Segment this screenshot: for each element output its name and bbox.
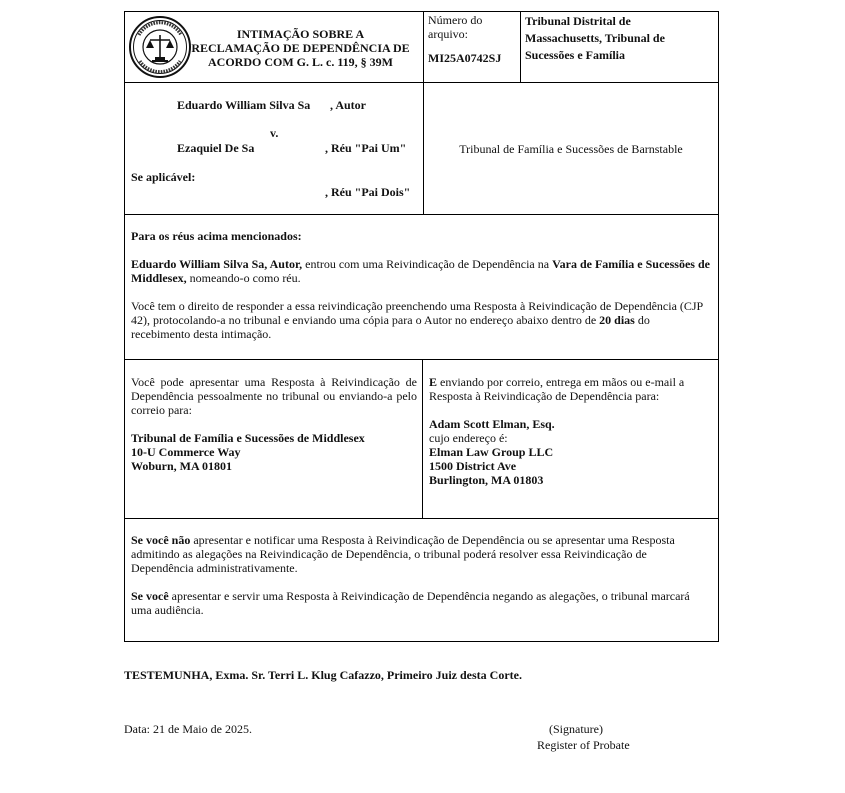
service-conjunction: E bbox=[429, 375, 438, 389]
defendant-one-role: , Réu "Pai Um" bbox=[325, 141, 407, 155]
notice-text: entrou com uma Reivindicação de Dependência na bbox=[302, 257, 553, 271]
register-title: Register of Probate bbox=[537, 738, 630, 752]
plaintiff-role: , Autor bbox=[330, 98, 366, 112]
attorney-address-line: Burlington, MA 01803 bbox=[429, 473, 544, 487]
court-name-line: Sucessões e Família bbox=[525, 48, 625, 62]
court-address-line: Woburn, MA 01801 bbox=[131, 459, 233, 473]
outcome-no-response bbox=[131, 533, 712, 575]
address-label: cujo endereço é: bbox=[429, 431, 508, 445]
outcome-text: apresentar e servir uma Resposta à Reivindicação de Dependência negando as alegações, o tribunal marcará uma audiência. bbox=[131, 589, 690, 617]
case-number-cell bbox=[424, 12, 521, 82]
case-number-label: Número do bbox=[428, 13, 483, 27]
filing-row bbox=[125, 359, 718, 518]
if-applicable-label: Se aplicável: bbox=[131, 170, 196, 184]
service-instructions bbox=[429, 375, 713, 403]
response-deadline: 20 dias bbox=[599, 313, 635, 327]
court-division: Tribunal de Família e Sucessões de Barnstable bbox=[459, 141, 683, 156]
notice-heading: Para os réus acima mencionados: bbox=[131, 229, 302, 243]
header-row bbox=[125, 12, 718, 82]
signature: (Signature) bbox=[549, 722, 603, 736]
header-title-cell bbox=[125, 12, 424, 82]
outcome-text: apresentar e notificar uma Resposta à Reivindicação de Dependência ou se apresentar uma Resposta admitindo as alegações na Reivindicação de Dependência, o tribunal poderá resolver essa Reivindicação de Dependência administrativamente. bbox=[131, 533, 675, 575]
court-division-cell bbox=[424, 83, 718, 214]
notice-row bbox=[125, 214, 718, 359]
notice-paragraph-two bbox=[131, 299, 712, 341]
notice-paragraph-one bbox=[131, 257, 712, 285]
outcomes-row bbox=[125, 518, 718, 641]
parties-cell bbox=[125, 83, 424, 214]
case-number: MI25A0742SJ bbox=[428, 51, 502, 65]
summons-document bbox=[124, 11, 719, 642]
versus-label: v. bbox=[270, 126, 279, 140]
court-name-line: Tribunal Distrital de bbox=[525, 14, 631, 28]
issue-date: Data: 21 de Maio de 2025. bbox=[124, 722, 252, 736]
outcome-with-response bbox=[131, 589, 712, 617]
parties-row bbox=[125, 82, 718, 214]
court-address-line: 10-U Commerce Way bbox=[131, 445, 241, 459]
notice-text: nomeando-o como réu. bbox=[186, 271, 301, 285]
plaintiff-reference: Eduardo William Silva Sa, Autor, bbox=[131, 257, 303, 271]
outcome-lead: Se você bbox=[131, 589, 169, 603]
court-reference: Vara de Família e Sucessões de Middlesex, bbox=[131, 257, 710, 285]
court-name-line: Massachusetts, Tribunal de bbox=[525, 31, 665, 45]
title-line: RECLAMAÇÃO DE DEPENDÊNCIA DE bbox=[191, 41, 410, 55]
court-name-cell bbox=[521, 12, 718, 82]
form-frame bbox=[124, 11, 719, 642]
notice-text: do recebimento desta intimação. bbox=[131, 313, 650, 341]
plaintiff-name: Eduardo William Silva Sa bbox=[177, 98, 311, 112]
title-line: INTIMAÇÃO SOBRE A bbox=[236, 27, 365, 41]
attorney-address-line: 1500 District Ave bbox=[429, 459, 517, 473]
document-title bbox=[183, 27, 418, 69]
outcome-lead: Se você não bbox=[131, 533, 191, 547]
court-address-line: Tribunal de Família e Sucessões de Middlesex bbox=[131, 431, 365, 445]
service-text: enviando por correio, entrega em mãos ou e-mail a Resposta à Reivindicação de Dependência para: bbox=[429, 375, 685, 403]
filing-in-court-cell bbox=[125, 360, 423, 518]
defendant-one-name: Ezaquiel De Sa bbox=[177, 141, 255, 155]
defendant-two-role: , Réu "Pai Dois" bbox=[325, 185, 411, 199]
witness-statement: TESTEMUNHA, Exma. Sr. Terri L. Klug Cafazzo, Primeiro Juiz desta Corte. bbox=[124, 668, 522, 682]
filing-instructions: Você pode apresentar uma Resposta à Reivindicação de Dependência pessoalmente no tribunal ou enviando-a pelo correio para: bbox=[131, 375, 417, 417]
attorney-name: Adam Scott Elman, Esq. bbox=[429, 417, 555, 431]
notice-text: Você tem o direito de responder a essa reivindicação preenchendo uma Resposta à Reivindicação de Dependência (CJP 42), protocolando-a no tribunal e enviando uma cópia para o Autor no endereço abaixo dentro de bbox=[131, 299, 703, 327]
service-cell bbox=[423, 360, 718, 518]
attorney-address-line: Elman Law Group LLC bbox=[429, 445, 554, 459]
case-number-label: arquivo: bbox=[428, 27, 468, 41]
title-line: ACORDO COM G. L. c. 119, § 39M bbox=[208, 55, 393, 69]
